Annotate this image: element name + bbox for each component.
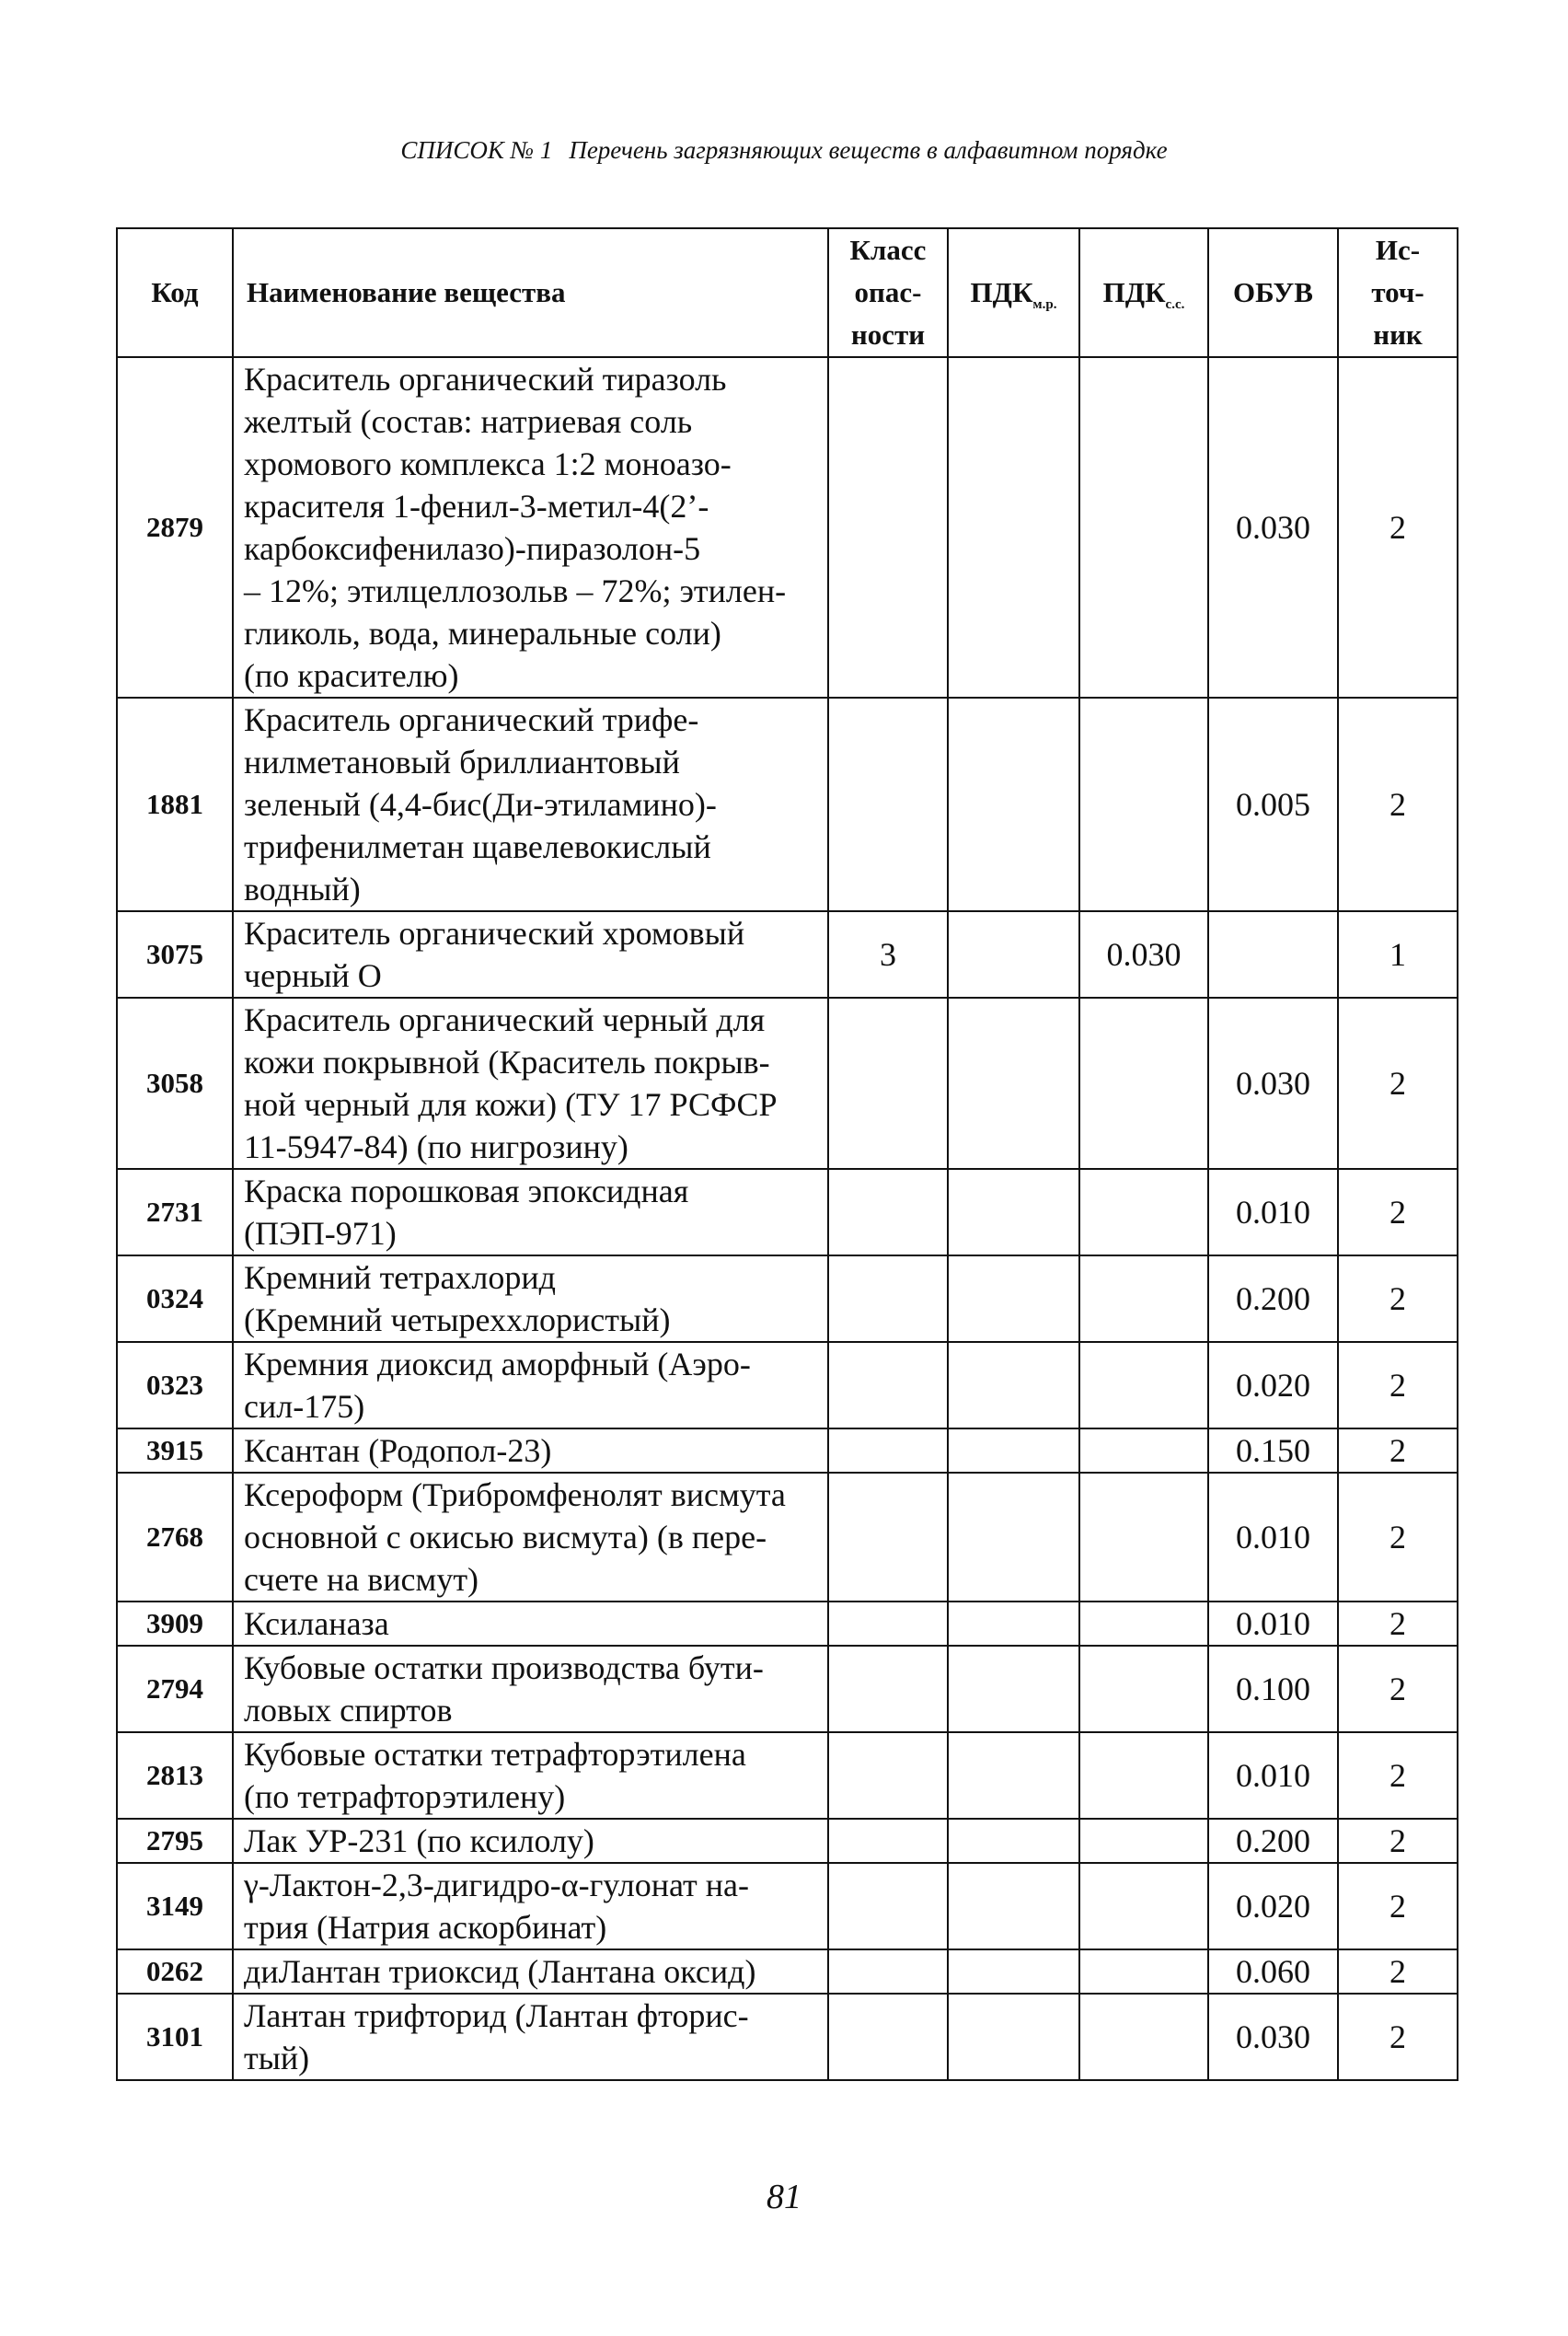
- table-row: [117, 1994, 1458, 2080]
- pdk-ss-cell: [1079, 1342, 1208, 1428]
- table-row: [117, 698, 1458, 911]
- col-header-name: Наименование вещества: [233, 228, 828, 357]
- substance-name-line: карбоксифенилазо)-пиразолон-5: [244, 530, 701, 567]
- substance-name-line: трифенилметан щавелевокислый: [244, 828, 711, 865]
- hazard-class-cell: [828, 1646, 948, 1732]
- hazard-class-cell: [828, 1473, 948, 1602]
- substance-name-line: Кремния диоксид аморфный (Аэро-: [244, 1346, 751, 1382]
- substance-name-line: 11-5947-84) (по нигрозину): [244, 1128, 628, 1165]
- col-header-obuv: ОБУВ: [1208, 228, 1338, 357]
- source-cell: 2: [1338, 1646, 1458, 1732]
- list-label: СПИСОК № 1: [400, 136, 553, 164]
- source-cell: 2: [1338, 998, 1458, 1169]
- substance-name: [233, 1473, 828, 1602]
- table-row: [117, 1169, 1458, 1255]
- col-header-hazard-class-line: ности: [850, 318, 926, 351]
- substance-name-line: основной с окисью висмута) (в пере-: [244, 1519, 767, 1555]
- hazard-class-cell: [828, 1949, 948, 1994]
- substance-code: 2768: [117, 1473, 233, 1602]
- col-header-source-line: ник: [1373, 318, 1423, 351]
- hazard-class-cell: [828, 357, 948, 698]
- substance-name-line: Краситель органический черный для: [244, 1001, 766, 1038]
- obuv-cell: 0.030: [1208, 1994, 1338, 2080]
- pdk-ss-cell: [1079, 357, 1208, 698]
- source-cell: 2: [1338, 1819, 1458, 1863]
- substance-name-line: Кубовые остатки тетрафторэтилена: [244, 1736, 746, 1773]
- substance-name: [233, 357, 828, 698]
- obuv-cell: 0.010: [1208, 1602, 1338, 1646]
- substance-name-line: трия (Натрия аскорбинат): [244, 1909, 607, 1946]
- obuv-cell: 0.100: [1208, 1646, 1338, 1732]
- pdk-ss-cell: [1079, 1602, 1208, 1646]
- substance-name: [233, 1863, 828, 1949]
- obuv-cell: 0.010: [1208, 1169, 1338, 1255]
- pdk-mr-base: ПДК: [970, 276, 1033, 308]
- substance-code: 2813: [117, 1732, 233, 1819]
- pdk-ss-cell: [1079, 1819, 1208, 1863]
- source-cell: 2: [1338, 698, 1458, 911]
- pdk-ss-cell: [1079, 1428, 1208, 1473]
- col-header-code: Код: [117, 228, 233, 357]
- substance-name-line: желтый (состав: натриевая соль: [244, 403, 693, 440]
- pdk-mr-cell: [948, 1863, 1079, 1949]
- table-header-row: [117, 228, 1458, 357]
- col-header-source-line: Ис-: [1375, 234, 1421, 266]
- substance-name-line: кожи покрывной (Краситель покрыв-: [244, 1044, 770, 1081]
- substance-code: 2731: [117, 1169, 233, 1255]
- substance-name-line: Краска порошковая эпоксидная: [244, 1173, 689, 1209]
- substance-name-line: нилметановый бриллиантовый: [244, 744, 680, 781]
- substance-name-line: (по красителю): [244, 657, 459, 694]
- table-row: [117, 1646, 1458, 1732]
- substance-name: [233, 1949, 828, 1994]
- obuv-cell: 0.200: [1208, 1255, 1338, 1342]
- table-row: [117, 1949, 1458, 1994]
- substance-code: 0323: [117, 1342, 233, 1428]
- table-row: [117, 357, 1458, 698]
- substance-code: 2795: [117, 1819, 233, 1863]
- pdk-ss-cell: [1079, 1473, 1208, 1602]
- pdk-mr-cell: [948, 357, 1079, 698]
- table-row: [117, 1255, 1458, 1342]
- substance-code: 0262: [117, 1949, 233, 1994]
- table-row: [117, 1819, 1458, 1863]
- hazard-class-cell: [828, 1819, 948, 1863]
- substance-name-line: Кубовые остатки производства бути-: [244, 1649, 764, 1686]
- source-cell: 2: [1338, 1342, 1458, 1428]
- substance-name-line: Краситель органический тиразоль: [244, 361, 727, 398]
- source-cell: 2: [1338, 1994, 1458, 2080]
- substance-code: 2879: [117, 357, 233, 698]
- col-header-pdk-ss: [1079, 228, 1208, 357]
- pdk-ss-cell: [1079, 1732, 1208, 1819]
- obuv-cell: 0.060: [1208, 1949, 1338, 1994]
- hazard-class-cell: 3: [828, 911, 948, 998]
- substance-name-line: Ксантан (Родопол-23): [244, 1432, 552, 1469]
- pdk-mr-cell: [948, 1428, 1079, 1473]
- hazard-class-cell: [828, 998, 948, 1169]
- source-cell: 2: [1338, 1255, 1458, 1342]
- obuv-cell: 0.010: [1208, 1473, 1338, 1602]
- source-cell: 2: [1338, 1473, 1458, 1602]
- substance-code: 3149: [117, 1863, 233, 1949]
- source-cell: 2: [1338, 1602, 1458, 1646]
- substance-code: 3915: [117, 1428, 233, 1473]
- hazard-class-cell: [828, 1255, 948, 1342]
- col-header-hazard-class-line: опас-: [854, 276, 922, 308]
- substance-name-line: Кремний тетрахлорид: [244, 1259, 556, 1296]
- pdk-mr-cell: [948, 1169, 1079, 1255]
- substances-table: [116, 227, 1458, 2081]
- pdk-ss-base: ПДК: [1102, 276, 1166, 308]
- substance-name-line: красителя 1-фенил-3-метил-4(2’-: [244, 488, 709, 525]
- pdk-mr-cell: [948, 698, 1079, 911]
- substance-name: [233, 1994, 828, 2080]
- source-cell: 2: [1338, 1949, 1458, 1994]
- substance-code: 3909: [117, 1602, 233, 1646]
- hazard-class-cell: [828, 1863, 948, 1949]
- pdk-mr-sub: м.р.: [1032, 297, 1057, 313]
- col-header-hazard-class-line: Класс: [849, 234, 927, 266]
- table-row: [117, 911, 1458, 998]
- substance-name-line: черный О: [244, 957, 382, 994]
- substance-name: [233, 698, 828, 911]
- substance-name-line: γ-Лактон-2,3-дигидро-α-гулонат на-: [244, 1867, 749, 1903]
- pdk-mr-cell: [948, 1255, 1079, 1342]
- pdk-ss-cell: [1079, 1949, 1208, 1994]
- obuv-cell: 0.030: [1208, 357, 1338, 698]
- obuv-cell: 0.020: [1208, 1863, 1338, 1949]
- substance-name-line: Краситель органический трифе-: [244, 701, 699, 738]
- substance-name-line: Краситель органический хромовый: [244, 915, 745, 952]
- substance-name-line: тый): [244, 2040, 310, 2076]
- col-header-pdk-mr: [948, 228, 1079, 357]
- substance-name-line: водный): [244, 871, 361, 908]
- pdk-mr-cell: [948, 998, 1079, 1169]
- substance-name-line: счете на висмут): [244, 1561, 479, 1598]
- substance-code: 0324: [117, 1255, 233, 1342]
- substance-name-line: Ксиланаза: [244, 1605, 389, 1642]
- source-cell: 2: [1338, 357, 1458, 698]
- source-cell: 2: [1338, 1428, 1458, 1473]
- substance-name-line: ной черный для кожи) (ТУ 17 РСФСР: [244, 1086, 778, 1123]
- col-header-source-line: точ-: [1371, 276, 1424, 308]
- substance-code: 3075: [117, 911, 233, 998]
- substance-name: [233, 1646, 828, 1732]
- pdk-ss-cell: [1079, 698, 1208, 911]
- hazard-class-cell: [828, 1732, 948, 1819]
- table-row: [117, 1428, 1458, 1473]
- pdk-mr-cell: [948, 1646, 1079, 1732]
- hazard-class-cell: [828, 1994, 948, 2080]
- substance-name: [233, 1255, 828, 1342]
- table-row: [117, 1342, 1458, 1428]
- pdk-ss-cell: [1079, 998, 1208, 1169]
- hazard-class-cell: [828, 1169, 948, 1255]
- pdk-ss-sub: с.с.: [1165, 297, 1185, 313]
- pdk-ss-cell: [1079, 1863, 1208, 1949]
- substance-code: 2794: [117, 1646, 233, 1732]
- pdk-mr-cell: [948, 1342, 1079, 1428]
- table-row: [117, 1732, 1458, 1819]
- substance-name: [233, 1169, 828, 1255]
- substance-name-line: (по тетрафторэтилену): [244, 1778, 566, 1815]
- substance-name: [233, 911, 828, 998]
- substance-name-line: (Кремний четыреххлористый): [244, 1301, 671, 1338]
- pdk-ss-cell: [1079, 1646, 1208, 1732]
- col-header-source: [1338, 228, 1458, 357]
- source-cell: 1: [1338, 911, 1458, 998]
- source-cell: 2: [1338, 1863, 1458, 1949]
- table-row: [117, 998, 1458, 1169]
- pdk-mr-cell: [948, 1602, 1079, 1646]
- obuv-cell: 0.005: [1208, 698, 1338, 911]
- hazard-class-cell: [828, 1602, 948, 1646]
- substance-name-line: Лантан трифторид (Лантан фторис-: [244, 1997, 749, 2034]
- substance-name-line: (ПЭП-971): [244, 1215, 397, 1252]
- substance-name-line: хромового комплекса 1:2 моноазо-: [244, 445, 732, 482]
- pdk-ss-cell: [1079, 1994, 1208, 2080]
- source-cell: 2: [1338, 1169, 1458, 1255]
- obuv-cell: 0.030: [1208, 998, 1338, 1169]
- pdk-mr-cell: [948, 911, 1079, 998]
- substance-name-line: зеленый (4,4-бис(Ди-этиламино)-: [244, 786, 717, 823]
- hazard-class-cell: [828, 1342, 948, 1428]
- pdk-mr-cell: [948, 1819, 1079, 1863]
- table-body: [117, 357, 1458, 2080]
- table-row: [117, 1863, 1458, 1949]
- substance-name: [233, 1428, 828, 1473]
- substance-name-line: Ксероформ (Трибромфенолят висмута: [244, 1476, 786, 1513]
- obuv-cell: 0.020: [1208, 1342, 1338, 1428]
- page-header: [0, 136, 1568, 165]
- substance-name: [233, 1342, 828, 1428]
- pdk-mr-cell: [948, 1994, 1079, 2080]
- pdk-ss-cell: [1079, 1169, 1208, 1255]
- substance-name: [233, 1602, 828, 1646]
- pdk-mr-cell: [948, 1949, 1079, 1994]
- substance-name-line: диЛантан триоксид (Лантана оксид): [244, 1953, 756, 1990]
- pdk-mr-cell: [948, 1732, 1079, 1819]
- obuv-cell: 0.150: [1208, 1428, 1338, 1473]
- obuv-cell: 0.010: [1208, 1732, 1338, 1819]
- pdk-mr-cell: [948, 1473, 1079, 1602]
- substance-name-line: – 12%; этилцеллозольв – 72%; этилен-: [244, 572, 787, 609]
- substance-name: [233, 1819, 828, 1863]
- substance-name: [233, 1732, 828, 1819]
- substance-name-line: Лак УР-231 (по ксилолу): [244, 1822, 594, 1859]
- substance-name-line: ловых спиртов: [244, 1692, 453, 1729]
- obuv-cell: [1208, 911, 1338, 998]
- pdk-ss-cell: [1079, 1255, 1208, 1342]
- list-subtitle: Перечень загрязняющих веществ в алфавитном порядке: [569, 136, 1168, 164]
- source-cell: 2: [1338, 1732, 1458, 1819]
- substance-code: 3101: [117, 1994, 233, 2080]
- substance-name-line: сил-175): [244, 1388, 365, 1425]
- substance-name-line: гликоль, вода, минеральные соли): [244, 615, 721, 652]
- hazard-class-cell: [828, 698, 948, 911]
- substance-name: [233, 998, 828, 1169]
- hazard-class-cell: [828, 1428, 948, 1473]
- pdk-ss-cell: 0.030: [1079, 911, 1208, 998]
- substance-code: 3058: [117, 998, 233, 1169]
- obuv-cell: 0.200: [1208, 1819, 1338, 1863]
- table-row: [117, 1602, 1458, 1646]
- col-header-hazard-class: [828, 228, 948, 357]
- substance-code: 1881: [117, 698, 233, 911]
- page-number: 81: [767, 2178, 801, 2216]
- table-row: [117, 1473, 1458, 1602]
